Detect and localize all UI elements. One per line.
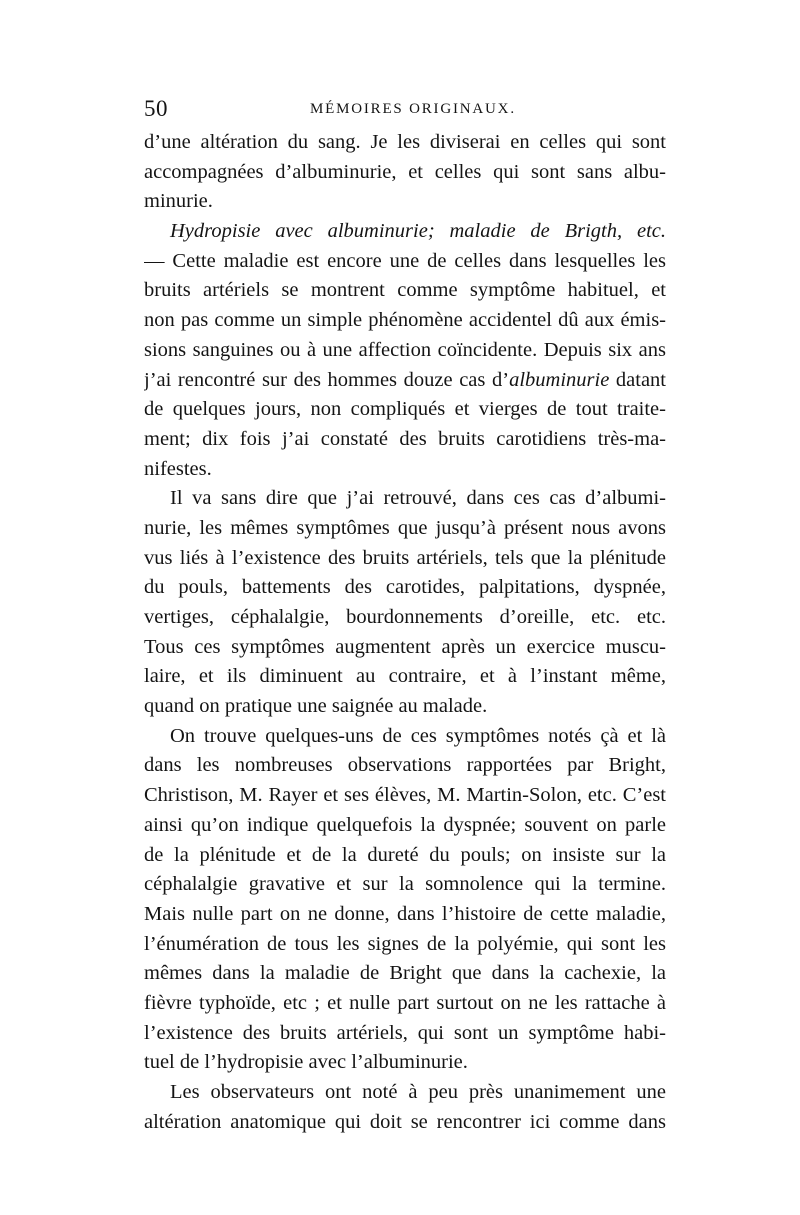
text-line: mêmes dans la maladie de Bright que dans la cachexie, la <box>144 962 666 985</box>
text-line: laire, et ils diminuent au contraire, et à l’instant même, <box>144 665 666 688</box>
text-line: On trouve quelques-uns de ces symptômes notés çà et là <box>170 724 666 747</box>
text-line: non pas comme un simple phénomène accidentel dû aux émis- <box>144 309 666 332</box>
text-line: Mais nulle part on ne donne, dans l’histoire de cette maladie, <box>144 902 666 925</box>
running-title: MÉMOIRES ORIGINAUX. <box>310 101 516 117</box>
text-line <box>144 217 666 247</box>
text-line: Les observateurs ont noté à peu près unanimement une <box>170 1081 666 1103</box>
text-line: d’une altération du sang. Je les diviserai en celles qui sont <box>144 131 666 153</box>
text-line: vertiges, céphalalgie, bourdonnements d’oreille, etc. etc. <box>144 606 666 628</box>
text-line: du pouls, battements des carotides, palpitations, dyspnée, <box>144 576 666 599</box>
text-segment: datant <box>609 368 666 391</box>
text-line: de la plénitude et de la dureté du pouls; on insiste sur la <box>144 843 666 866</box>
text-line: céphalalgie gravative et sur la somnolence qui la termine. <box>144 873 666 896</box>
text-line: accompagnées d’albuminurie, et celles qui sont sans albu- <box>144 160 666 183</box>
text-line: l’énumération de tous les signes de la polyémie, qui sont les <box>144 932 666 955</box>
text-line: fièvre typhoïde, etc ; et nulle part surtout on ne les rattache à <box>144 991 666 1014</box>
text-line: sions sanguines ou à une affection coïncidente. Depuis six ans <box>144 338 666 361</box>
text-line: dans les nombreuses observations rapportées par Bright, <box>144 754 666 777</box>
text-segment: j’ai rencontré sur des hommes douze cas d’ <box>144 368 510 391</box>
text-line: l’existence des bruits artériels, qui sont un symptôme habi- <box>144 1021 666 1044</box>
text-line <box>144 366 666 396</box>
text-line: nifestes. <box>144 457 212 480</box>
text-line: Il va sans dire que j’ai retrouvé, dans ces cas d’albumi- <box>170 487 666 510</box>
italic-segment: albuminurie <box>509 368 610 391</box>
text-line: minurie. <box>144 190 213 213</box>
text-line: Christison, M. Rayer et ses élèves, M. Martin-Solon, etc. C’est <box>144 784 666 807</box>
text-line: altération anatomique qui doit se rencontrer ici comme dans <box>144 1110 666 1133</box>
running-head <box>144 96 668 126</box>
text-line: quand on pratique une saignée au malade. <box>144 695 488 718</box>
italic-segment: Hydropisie avec albuminurie; maladie de Brigth, etc. <box>170 220 666 243</box>
text-line: ainsi qu’on indique quelquefois la dyspnée; souvent on parle <box>144 813 666 836</box>
text-line: vus liés à l’existence des bruits artériels, tels que la plénitude <box>144 546 666 569</box>
body-text <box>144 128 666 1137</box>
text-line: Tous ces symptômes augmentent après un exercice muscu- <box>144 635 666 658</box>
text-line: de quelques jours, non compliqués et vierges de tout traite- <box>144 398 666 421</box>
page-number: 50 <box>144 96 168 121</box>
text-line: nurie, les mêmes symptômes que jusqu’à présent nous avons <box>144 516 666 539</box>
text-line: ment; dix fois j’ai constaté des bruits carotidiens très-ma- <box>144 427 666 450</box>
text-line: — Cette maladie est encore une de celles dans lesquelles les <box>144 249 666 272</box>
text-line: bruits artériels se montrent comme symptôme habituel, et <box>144 279 666 302</box>
text-line: tuel de l’hydropisie avec l’albuminurie. <box>144 1051 468 1074</box>
